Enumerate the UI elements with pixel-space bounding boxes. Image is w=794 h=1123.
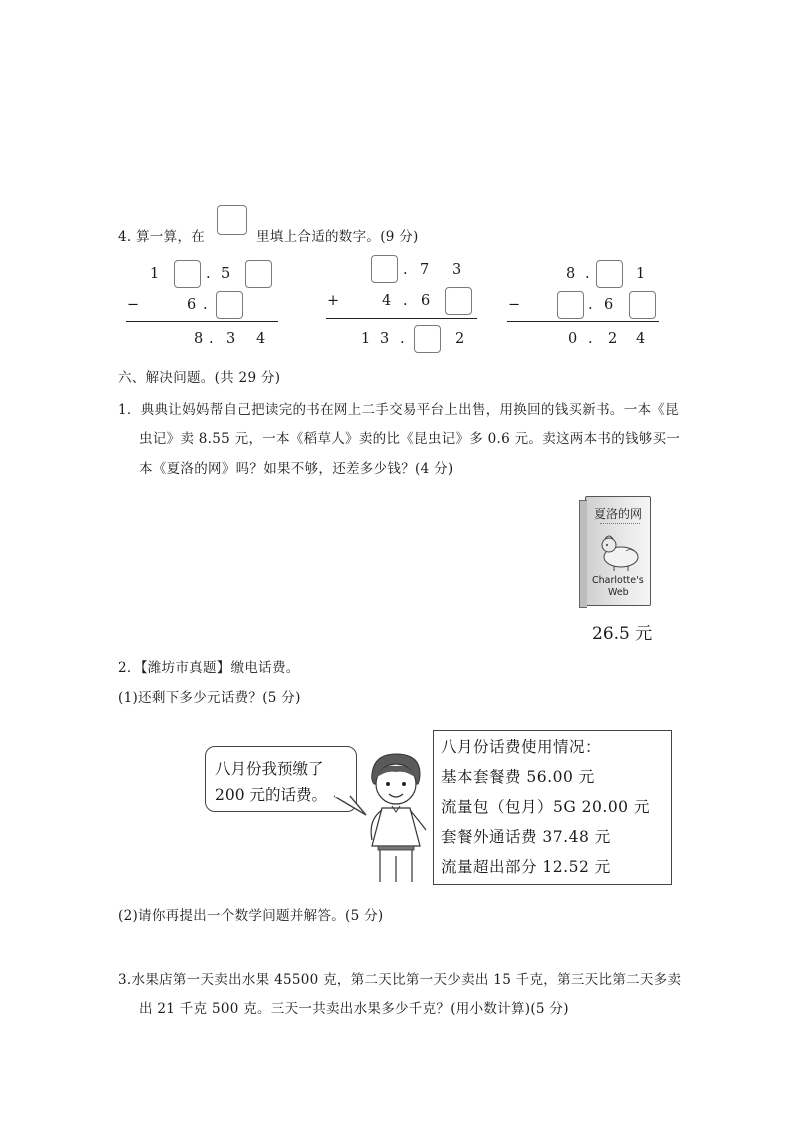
book-english-title-1: Charlotte's (592, 575, 644, 586)
q3-line-2: 出 21 千克 500 克。三天一共卖出水果多少千克？(用小数计算)(5 分) (139, 1001, 569, 1017)
sample-answer-box (217, 205, 247, 235)
digit: 4 (256, 331, 266, 347)
book-title: 夏洛的网 (594, 507, 643, 521)
bubble-line-2: 200 元的话费。 (215, 786, 328, 804)
plus-sign: + (327, 293, 340, 309)
q2-title: 2．【潍坊市真题】缴电话费。 (118, 660, 300, 676)
bubble-line-1: 八月份我预缴了 (215, 760, 324, 778)
digit: 3 (226, 331, 236, 347)
decimal-point: . (585, 266, 590, 282)
digit: 1 (361, 331, 371, 347)
answer-box[interactable] (245, 260, 272, 288)
digit: 6 (604, 297, 614, 313)
book-subtitle-line (600, 523, 640, 524)
section-title: 六、解决问题。(共 29 分) (118, 370, 281, 386)
answer-box[interactable] (371, 255, 398, 283)
minus-sign: − (127, 297, 140, 313)
answer-box[interactable] (216, 291, 243, 319)
sum-line (326, 318, 477, 319)
phone-bill-box (433, 730, 672, 885)
bill-item: 基本套餐费 56.00 元 (441, 768, 595, 786)
answer-box[interactable] (596, 260, 623, 288)
digit: 1 (636, 266, 646, 282)
bill-item: 套餐外通话费 37.48 元 (441, 828, 611, 846)
digit: 3 (452, 262, 462, 278)
decimal-point: . (203, 297, 208, 313)
sum-line (507, 321, 659, 322)
digit: 2 (455, 331, 465, 347)
digit: 7 (420, 262, 430, 278)
digit: 2 (608, 331, 618, 347)
q1-line-1: 1．典典让妈妈帮自己把读完的书在网上二手交易平台上出售，用换回的钱买新书。一本《昆 (118, 402, 679, 418)
pig-and-spider-illustration (596, 529, 642, 573)
q3-line-1: 3.水果店第一天卖出水果 45500 克，第二天比第一天少卖出 15 千克，第三天比第二天多卖 (118, 972, 682, 988)
answer-box[interactable] (445, 287, 472, 315)
decimal-point: . (588, 331, 593, 347)
digit: 3 (380, 331, 390, 347)
q1-line-2: 虫记》卖 8.55 元，一本《稻草人》卖的比《昆虫记》多 0.6 元。卖这两本书的钱够买一 (139, 431, 681, 447)
boy-illustration (366, 752, 428, 886)
q4-title-suffix: 里填上合适的数字。(9 分) (256, 229, 419, 245)
book-english-title-2: Web (608, 587, 629, 598)
digit: 1 (150, 266, 160, 282)
bubble-tail (330, 795, 370, 817)
bill-heading: 八月份话费使用情况： (441, 738, 602, 756)
book-spine (579, 500, 587, 608)
decimal-point: . (403, 293, 408, 309)
answer-box[interactable] (174, 260, 201, 288)
q1-line-3: 本《夏洛的网》吗？如果不够，还差多少钱？(4 分) (139, 461, 454, 477)
minus-sign: − (508, 297, 521, 313)
digit: 8 (194, 331, 204, 347)
decimal-point: . (403, 262, 408, 278)
decimal-point: . (209, 331, 214, 347)
answer-box[interactable] (629, 291, 656, 319)
answer-box[interactable] (414, 325, 441, 353)
bill-item: 流量超出部分 12.52 元 (441, 858, 611, 876)
q2-sub-2: (2)请你再提出一个数学问题并解答。(5 分) (118, 908, 384, 924)
sum-line (126, 321, 278, 322)
decimal-point: . (206, 266, 211, 282)
answer-box[interactable] (557, 291, 584, 319)
digit: 4 (636, 331, 646, 347)
q2-sub-1: (1)还剩下多少元话费？(5 分) (118, 690, 301, 706)
digit: 8 (566, 266, 576, 282)
book-price: 26.5 元 (592, 624, 653, 644)
decimal-point: . (588, 297, 593, 313)
digit: 0 (568, 331, 578, 347)
decimal-point: . (400, 331, 405, 347)
bill-item: 流量包（包月）5G 20.00 元 (441, 798, 650, 816)
digit: 6 (421, 293, 431, 309)
book-cover-illustration (585, 496, 651, 606)
digit: 5 (221, 266, 231, 282)
digit: 6 (187, 297, 197, 313)
q4-title-prefix: 4. 算一算，在 (118, 229, 206, 245)
digit: 4 (382, 293, 392, 309)
